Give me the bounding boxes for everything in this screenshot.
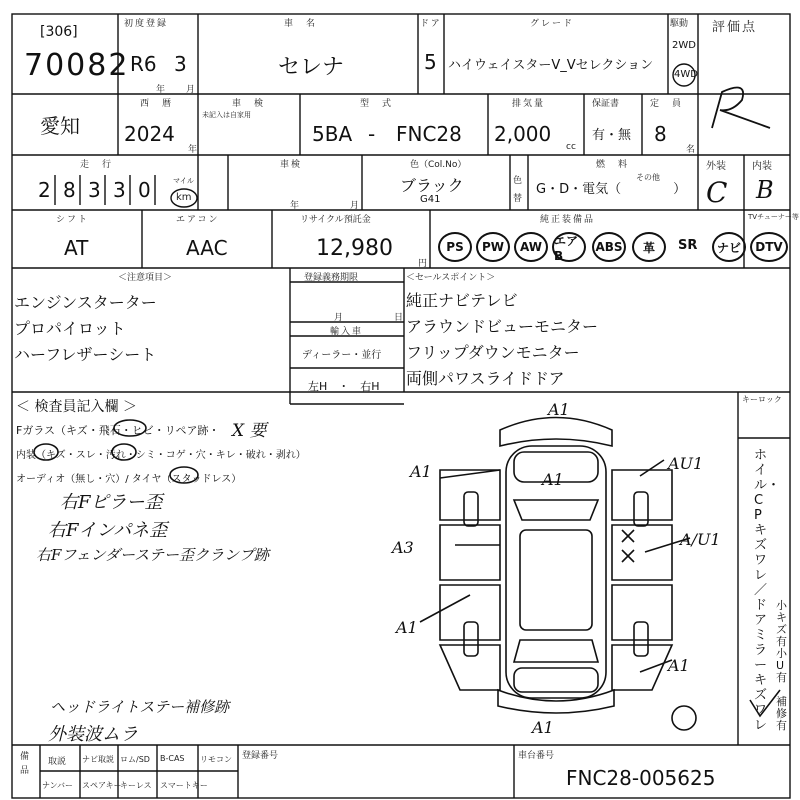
caution-item: プロパイロット (14, 319, 126, 338)
damage-mark: A1 (410, 462, 432, 481)
exterior-label: 外装 (706, 161, 726, 172)
recycle-label: リサイクル預託金 (300, 215, 371, 225)
footer-item: スペアキー (82, 781, 122, 790)
equipment-side-label: 備品 (20, 752, 30, 776)
capacity-label: 定 員 (650, 99, 684, 109)
repaint-label: 色替 (513, 176, 523, 204)
equip-leather: 革 (632, 232, 666, 262)
handle-option: 左H ・ 右H (308, 380, 380, 393)
vertical-remarks: ホイル・CPキズワレ／ドアミラーキズワレ (754, 448, 781, 733)
color-label: 色（Col.No） (410, 160, 467, 170)
hand-note: 右Fピラー歪 (60, 492, 163, 513)
first-reg-label: 初度登録 (124, 19, 169, 29)
drive-2wd: 2WD (672, 40, 696, 51)
glass-line: Fガラス（キズ・飛石・ヒビ・リペア跡・ (16, 424, 220, 437)
damage-mark: A1 (542, 470, 564, 489)
region: 愛知 (40, 114, 80, 138)
cc-label: 排気量 (512, 99, 546, 109)
audio-line: オーディオ（無し・穴）/ タイヤ（スタッドレス） (16, 474, 242, 485)
interior-line: 内装（キズ・スレ・汚れ・シミ・コゲ・穴・キレ・破れ・剥れ） (16, 450, 306, 461)
damage-mark: AU1 (668, 454, 704, 473)
mileage-digit: 8 (63, 178, 76, 202)
exterior-grade: C (706, 176, 728, 209)
car-name-label: 車 名 (284, 19, 318, 29)
car-name: セレナ (278, 55, 345, 80)
reg-no-label: 登録番号 (242, 751, 279, 761)
era: R6 (130, 52, 157, 76)
mileage-digit: 2 (38, 178, 51, 202)
glass-mark: X 要 (232, 421, 267, 441)
warranty-label: 保証書 (592, 99, 620, 109)
inspector-title: ＜ 検査員記入欄 ＞ (16, 399, 137, 415)
ac-label: エアコン (176, 215, 220, 225)
fuel-other: その他 (636, 173, 660, 182)
yen-unit: 円 (418, 259, 428, 269)
footer-item: リモコン (200, 755, 232, 764)
keylock-label: キーロック (742, 395, 782, 404)
grade-label: グレード (530, 19, 575, 29)
grade: ハイウェイスターV_Vセレクション (448, 58, 654, 73)
equip-pw: PW (476, 232, 510, 262)
equip-sr: SR (678, 238, 698, 253)
hand-note: 外装波ムラ (48, 724, 138, 745)
doors: 5 (424, 50, 437, 74)
cc: 2,000 (494, 122, 552, 146)
hand-note: 右Fインパネ歪 (48, 520, 168, 541)
hand-note: ヘッドライトステー補修跡 (50, 698, 230, 716)
small-u: 小U有 (776, 647, 787, 684)
footer-item: ナビ取説 (82, 755, 114, 764)
mileage-digit: 0 (138, 178, 151, 202)
damage-mark: A1 (396, 618, 418, 637)
tv-tuner-label: TVチューナー等 (748, 213, 799, 221)
inspect-label: 車検 (280, 160, 303, 170)
ac: AAC (186, 236, 228, 260)
selling-point: 純正ナビテレビ (406, 291, 518, 310)
dealer-option: ディーラー・並行 (302, 350, 382, 361)
caution-item: エンジンスターター (14, 293, 157, 312)
door-label: ドア (420, 19, 442, 29)
damage-mark: A1 (548, 400, 570, 419)
interior-grade: B (756, 176, 774, 204)
mileage-digit: 3 (88, 178, 101, 202)
inspect-year-unit: 年 (290, 201, 302, 211)
damage-mark: A1 (532, 718, 554, 737)
damage-mark: A3 (392, 538, 414, 557)
deadline-month: 月 (334, 313, 346, 323)
year-unit: 年 (156, 85, 168, 95)
equip-abs: ABS (592, 232, 626, 262)
cc-unit: cc (566, 142, 576, 152)
selling-label: ＜セールスポイント＞ (406, 273, 496, 283)
km-unit: km (176, 192, 192, 203)
equip-label: 純正装備品 (540, 215, 596, 225)
footer-item: B-CAS (160, 754, 185, 763)
equip-dtv: DTV (750, 232, 788, 262)
year-label: 西 暦 (140, 99, 174, 109)
reg-deadline-label: 登録義務期限 (304, 273, 359, 283)
equip-navi: ナビ (712, 232, 746, 262)
footer-item: スマートキー (160, 781, 208, 790)
year: 2024 (124, 122, 175, 146)
warranty: 有・無 (592, 128, 632, 143)
shift: AT (64, 236, 89, 260)
lot-label: [306] (40, 24, 78, 40)
selling-point: アラウンドビューモニター (406, 317, 599, 336)
color: ブラック (400, 176, 464, 195)
repair-note: 補修有 (776, 695, 787, 732)
selling-point: 両側パワスライドドア (406, 369, 565, 388)
footer-item: ロム/SD (120, 755, 150, 764)
model-label: 型 式 (360, 99, 394, 109)
chassis-label: 車台番号 (518, 751, 555, 761)
hand-note: 右Fフェンダーステー歪クランプ跡 (36, 546, 270, 564)
footer-item: ナンバー (42, 781, 74, 790)
drive-label: 駆動 (670, 19, 689, 29)
deadline-day: 日 (394, 313, 404, 323)
caution-item: ハーフレザーシート (14, 345, 157, 364)
model-prefix: 5BA (312, 122, 353, 146)
caution-label: ＜注意項目＞ (118, 273, 173, 283)
inspect-month-unit: 月 (350, 201, 362, 211)
shift-label: シフト (56, 215, 90, 225)
equip-aw: AW (514, 232, 548, 262)
mileage-digit: 3 (113, 178, 126, 202)
fuel: G・D・電気（ ） (536, 182, 687, 197)
small-dent: 小キズ有 (776, 599, 787, 648)
score-label: 評価点 (712, 20, 758, 35)
mileage-label: 走 行 (80, 160, 114, 170)
color-code: G41 (420, 194, 441, 205)
chassis-number: FNC28-005625 (566, 766, 716, 790)
fuel-label: 燃 料 (596, 160, 630, 170)
mile-unit: マイル (173, 177, 194, 185)
month-unit: 月 (186, 85, 198, 95)
capacity: 8 (654, 122, 667, 146)
equip-airbag: エアB (552, 232, 586, 262)
damage-mark: A/U1 (680, 530, 721, 549)
damage-mark: A1 (668, 656, 690, 675)
capacity-unit: 名 (686, 145, 696, 155)
footer-item: キーレス (120, 781, 152, 790)
import-label: 輸入車 (330, 327, 364, 337)
interior-label: 内装 (752, 161, 772, 172)
shaken-label: 車 検 (232, 99, 266, 109)
footer-item: 取説 (48, 757, 67, 767)
lot-number: 70082 (24, 48, 130, 83)
model-dash: - (368, 122, 376, 146)
reg-month: 3 (174, 52, 187, 76)
year-unit-2: 年 (188, 145, 200, 155)
drive-4wd: 4WD (674, 69, 698, 80)
equip-ps: PS (438, 232, 472, 262)
model-code: FNC28 (396, 122, 462, 146)
shaken-note: 未記入は自家用 (202, 111, 251, 119)
selling-point: フリップダウンモニター (406, 343, 580, 362)
recycle: 12,980 (316, 236, 393, 261)
